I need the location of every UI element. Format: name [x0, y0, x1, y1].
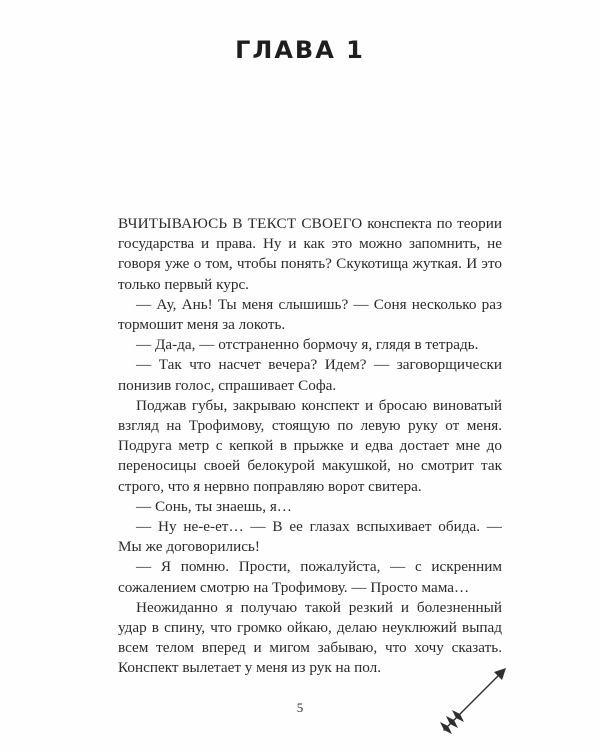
chapter-text [118, 214, 502, 679]
paragraph-4: — Так что насчет вечера? Идем? — заговорщически понизив голос, спрашивает Софа. [118, 356, 502, 394]
lead-in-caps: ВЧИТЫВАЮСЬ В ТЕКСТ СВОЕГО [118, 215, 363, 232]
chapter-title: ГЛАВА 1 [235, 36, 365, 64]
paragraph-2: — Ау, Ань! Ты меня слышишь? — Соня несколько раз тормошит меня за локоть. [118, 295, 502, 334]
paragraph-3: — Да-да, — отстраненно бормочу я, глядя в тетрадь. [136, 336, 479, 354]
paragraph-8: — Я помню. Прости, пожалуйста, — с искренним сожалением смотрю на Трофимову. — Просто мама… [118, 558, 502, 596]
paragraph-7: — Ну не-е-ет… — В ее глазах вспыхивает обида. — Мы же договорились! [118, 518, 502, 556]
paragraph-text: конспекта по теории государства и права. Ну и как это можно запомнить, не говоря уже о том, чтобы понять? Скукотища жуткая. И это только первый курс. [118, 215, 502, 293]
paragraph-5: Поджав губы, закрываю конспект и бросаю виноватый взгляд на Трофимову, стоящую по левую руку от меня. Подруга метр с кепкой в прыжке и едва достает мне до переносицы своей белокурой макушкой, но смотрит так строго, что я нервно поправляю ворот свитера. [118, 396, 502, 495]
paragraph-6: — Сонь, ты знаешь, я… [136, 497, 292, 515]
arrow-ornament-icon [436, 664, 510, 738]
page-number: 5 [296, 700, 304, 715]
paragraph-1 [118, 214, 502, 295]
paragraph-9: Неожиданно я получаю такой резкий и болезненный удар в спину, что громко ойкаю, делаю неуклюжий выпад всем телом вперед и мигом забываю, что хочу сказать. Конспект вылетает у меня из рук на пол. [118, 598, 502, 677]
